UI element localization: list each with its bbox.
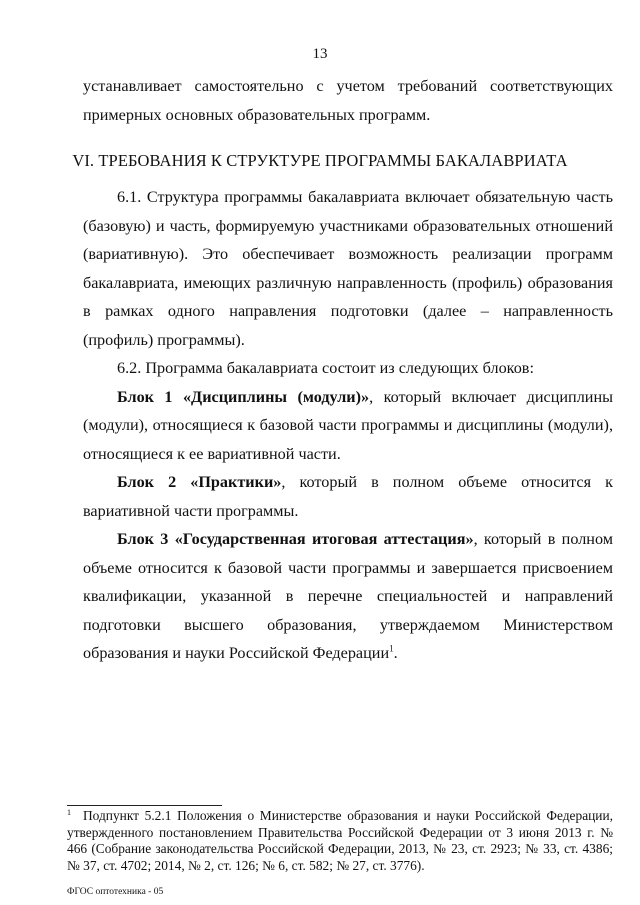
block-1-text: , который включает дисциплины (модули), относящиеся к базовой части программы и дисциплины (модули), относящиеся к ее вариативной части. — [83, 387, 613, 463]
page-number: 13 — [312, 46, 328, 62]
intro-text: устанавливает самостоятельно с учетом требований соответствующих примерных основных образовательных программ. — [83, 77, 613, 124]
block-3-label: Блок 3 «Государственная итоговая аттестация» — [117, 530, 474, 548]
footnote-text: Подпункт 5.2.1 Положения о Министерстве образования и науки Российской Федерации, утвержденного постановлением Правительства Российской Федерации от 3 июня 2013 г. № 466 (Собрание законодательства Российской Федерации, 2013, № 23, ст. 2923; № 33, ст. 4386; № 37, ст. 4702; 2014, № 2, ст. 126; № 6, ст. 582; № 27, ст. 3776). — [67, 808, 613, 873]
paragraph-6-2: 6.2. Программа бакалавриата состоит из следующих блоков: — [117, 359, 534, 377]
block-3-text: , который в полном объеме относится к базовой части программы и завершается присвоением квалификации, указанной в перечне специальностей и направлений подготовки высшего образования, утверждаемом Министерством образования и науки Российской Федерации — [83, 530, 613, 662]
intro-paragraph — [83, 72, 613, 129]
footnote-mark: 1 — [67, 807, 71, 817]
section-title: VI. ТРЕБОВАНИЯ К СТРУКТУРЕ ПРОГРАММЫ БАКАЛАВРИАТА — [72, 151, 568, 170]
block-2-label: Блок 2 «Практики» — [117, 473, 282, 491]
block-3-end: . — [393, 644, 398, 662]
footnote-separator — [67, 805, 222, 806]
block-1-paragraph — [83, 383, 613, 469]
paragraph-6-1: 6.1. Структура программы бакалавриата включает обязательную часть (базовую) и часть, формируемую участниками образовательных отношений (вариативную). Это обеспечивает возможность реализации программ бакалавриата, имеющих различную направленность (профиль) образования в рамках одного направления подготовки (далее – направленность (профиль) программы). — [83, 188, 613, 349]
footnote-reference[interactable]: 1 — [389, 643, 394, 654]
block-3-paragraph — [83, 525, 613, 668]
document-footer: ФГОС оптотехника - 05 — [67, 887, 164, 897]
block-1-label: Блок 1 «Дисциплины (модули)» — [117, 387, 370, 406]
footnote — [67, 808, 613, 874]
block-2-paragraph — [83, 468, 613, 525]
block-2-text: , который в полном объеме относится к вариативной части программы. — [83, 473, 613, 520]
section-body — [83, 183, 613, 668]
